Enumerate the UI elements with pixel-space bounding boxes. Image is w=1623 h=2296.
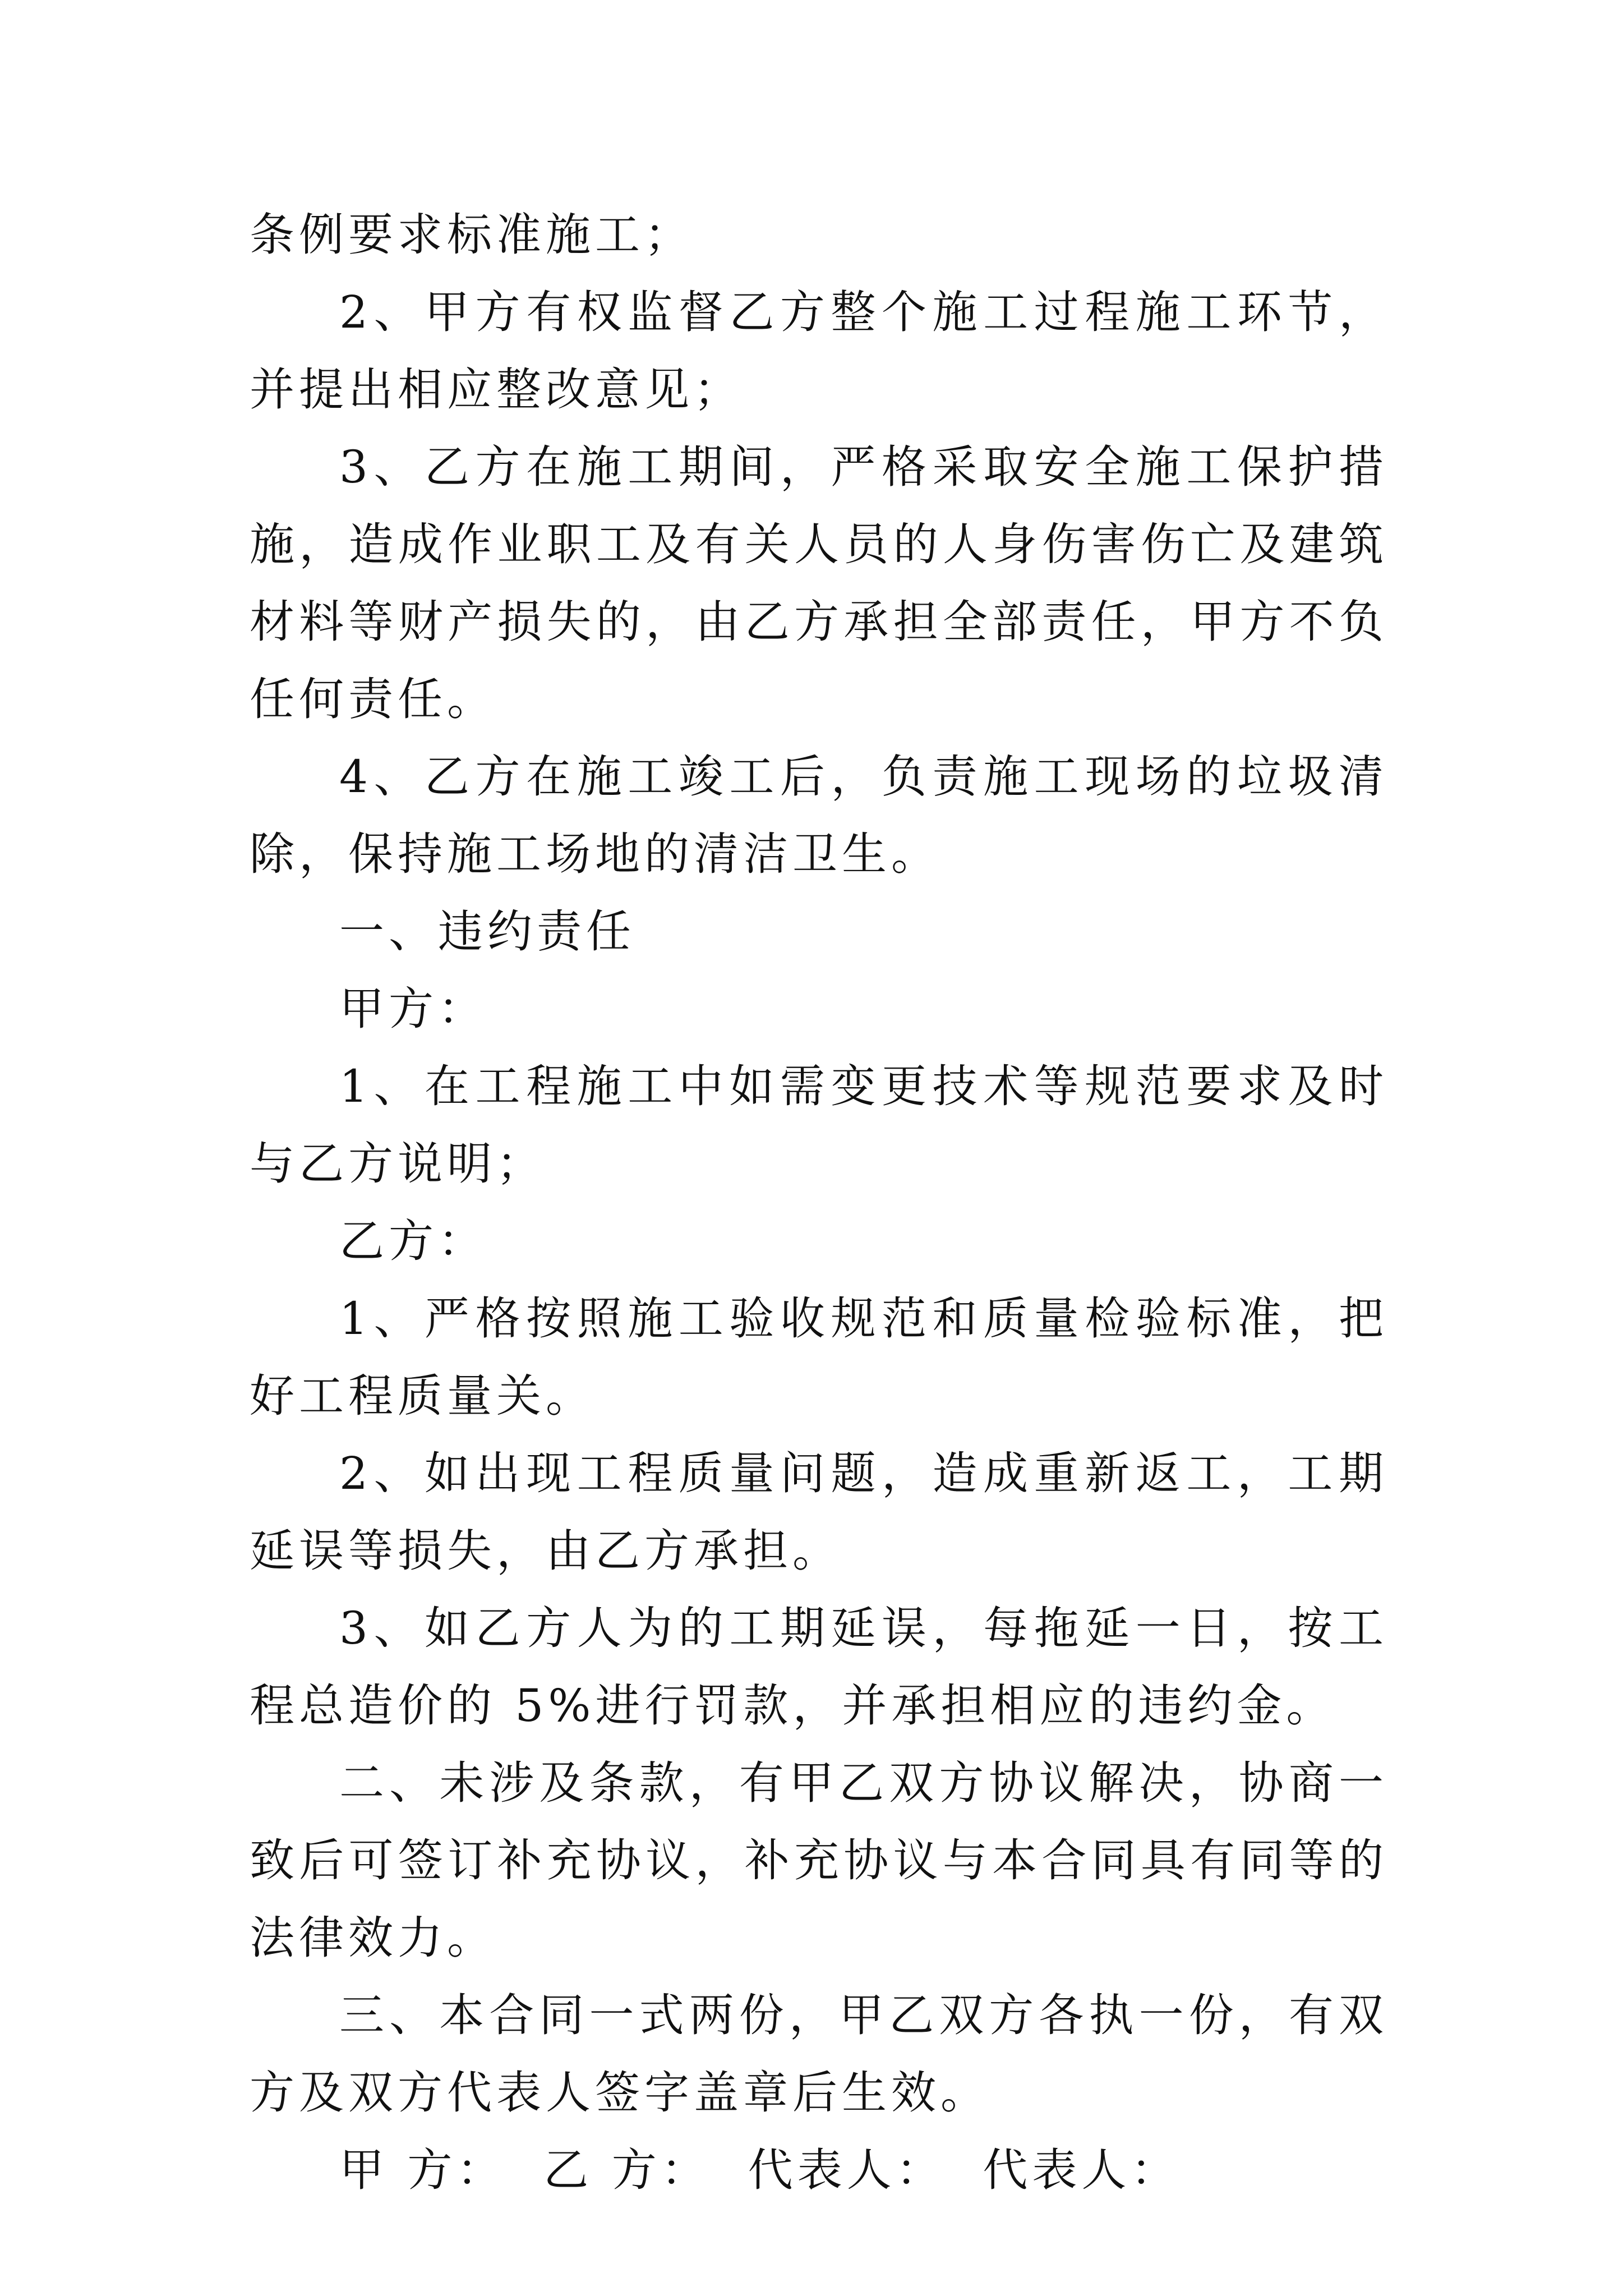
section-two-unaddressed-terms: 二、未涉及条款，有甲乙双方协议解决，协商一致后可签订补充协议，补充协议与本合同具有同等的法律效力。 <box>250 1757 1388 1964</box>
signature-line: 甲 方： 乙 方： 代表人： 代表人： <box>339 2144 1181 2196</box>
paragraph-clause-4: 4、乙方在施工竣工后，负责施工现场的垃圾清除，保持施工场地的清洁卫生。 <box>250 751 1388 880</box>
section-three-copies-and-effect: 三、本合同一式两份，甲乙双方各执一份，有双方及双方代表人签字盖章后生效。 <box>250 1989 1388 2119</box>
party-a-heading: 甲方： <box>339 983 487 1035</box>
paragraph-continuation: 条例要求标准施工； <box>250 209 694 261</box>
party-b-heading: 乙方： <box>339 1215 487 1267</box>
party-b-clause-1: 1、严格按照施工验收规范和质量检验标准，把好工程质量关。 <box>250 1292 1388 1422</box>
paragraph-clause-3: 3、乙方在施工期间，严格采取安全施工保护措施，造成作业职工及有关人员的人身伤害伤亡及建筑材料等财产损失的，由乙方承担全部责任，甲方不负任何责任。 <box>250 441 1388 725</box>
paragraph-clause-2: 2、甲方有权监督乙方整个施工过程施工环节，并提出相应整改意见； <box>250 286 1388 416</box>
party-b-clause-2: 2、如出现工程质量问题，造成重新返工，工期延误等损失，由乙方承担。 <box>250 1447 1388 1577</box>
document-body <box>250 196 1388 2209</box>
section-heading-breach-liability: 一、违约责任 <box>339 905 635 958</box>
party-b-clause-3: 3、如乙方人为的工期延误，每拖延一日，按工程总造价的 5%进行罚款，并承担相应的违约金。 <box>250 1602 1388 1732</box>
party-a-clause-1: 1、在工程施工中如需变更技术等规范要求及时与乙方说明； <box>250 1060 1388 1190</box>
